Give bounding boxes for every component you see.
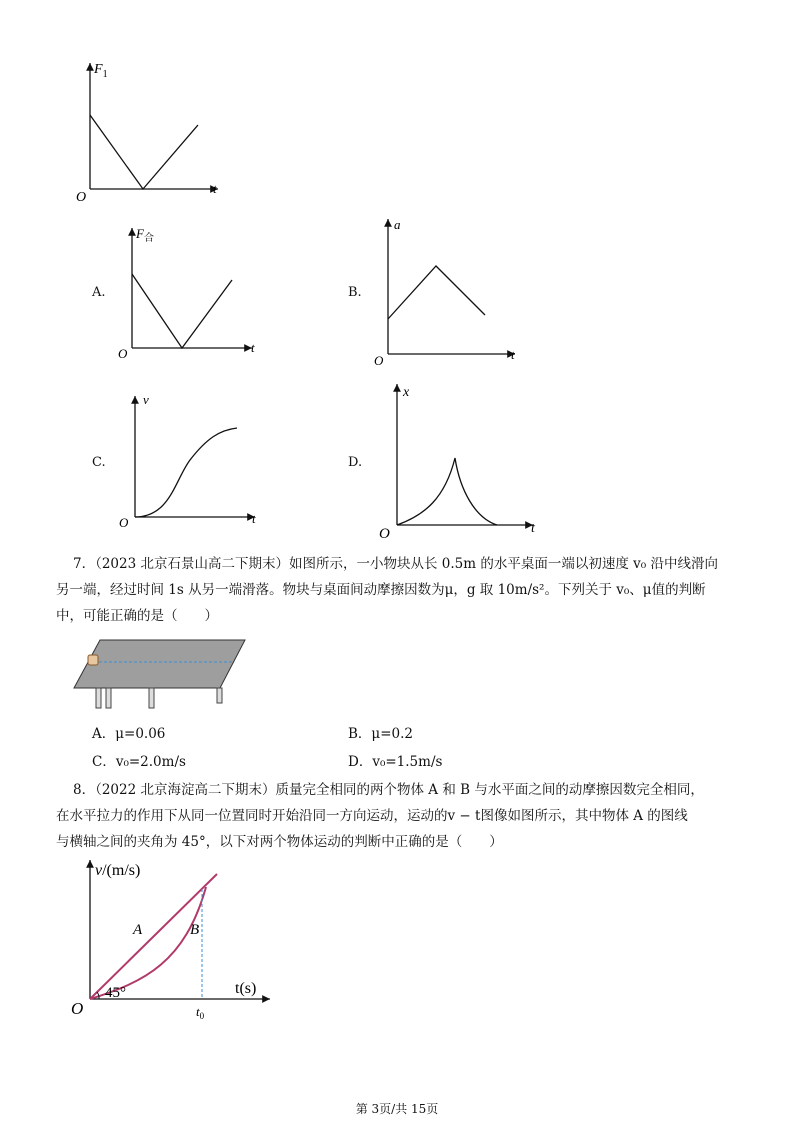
option-b-label: B. bbox=[348, 285, 362, 300]
q7-text-line1: 7．（2023 北京石景山高二下期末）如图所示，一小物块从长 0.5m 的水平桌面一端以初速度 v₀ 沿中线滑向 bbox=[73, 556, 718, 572]
x-curve bbox=[397, 458, 497, 525]
a-line bbox=[388, 266, 485, 319]
option-c-label: C. bbox=[92, 455, 106, 470]
v-curve bbox=[135, 428, 237, 517]
svg-text:F合: $F_合$ bbox=[136, 226, 154, 244]
v-axis-label: v/(m/s) bbox=[95, 862, 141, 879]
option-a-label: A. bbox=[92, 285, 106, 300]
svg-text:t: t bbox=[511, 347, 515, 362]
block bbox=[88, 655, 98, 665]
option-d-label: D. bbox=[348, 455, 363, 470]
svg-text:x: x bbox=[403, 385, 410, 400]
y-label: $F_1$ bbox=[94, 62, 108, 80]
svg-text:t: t bbox=[252, 511, 256, 526]
svg-text:v: v bbox=[143, 392, 149, 407]
option-c-graph bbox=[115, 390, 265, 530]
f1-t-graph bbox=[70, 55, 230, 205]
t0-label: $t_0$ bbox=[196, 1004, 205, 1021]
svg-text:t: t bbox=[251, 340, 255, 355]
q7-text-line3: 中，可能正确的是（ ） bbox=[56, 608, 218, 624]
svg-text:O: O bbox=[118, 346, 128, 361]
q8-text-line1: 8．（2022 北京海淀高二下期末）质量完全相同的两个物体 A 和 B 与水平面之间的动摩擦因数完全相同， bbox=[73, 782, 704, 798]
svg-text:t: t bbox=[531, 521, 535, 536]
q7-option-a: A．μ=0.06 bbox=[92, 726, 166, 742]
q8-text-line2: 在水平拉力的作用下从同一位置同时开始沿同一方向运动，运动的v − t图像如图所示，其中物体 A 的图线 bbox=[56, 808, 688, 824]
page-footer: 第 3页/共 15页 bbox=[355, 1102, 439, 1116]
q7-option-d: D．v₀=1.5m/s bbox=[348, 754, 443, 770]
svg-text:O: O bbox=[374, 353, 384, 368]
table-diagram bbox=[70, 638, 250, 712]
origin-label: O bbox=[71, 999, 84, 1018]
svg-text:a: a bbox=[394, 217, 401, 232]
f1-line bbox=[90, 115, 198, 189]
option-a-graph bbox=[112, 222, 262, 362]
option-b-graph bbox=[370, 213, 530, 368]
svg-text:O: O bbox=[119, 515, 129, 530]
q8-text-line3: 与横轴之间的夹角为 45°，以下对两个物体运动的判断中正确的是（ ） bbox=[56, 834, 503, 850]
svg-text:O: O bbox=[379, 526, 390, 540]
option-d-graph bbox=[375, 380, 550, 540]
f-net-line bbox=[132, 274, 232, 348]
angle-label: 45° bbox=[105, 985, 126, 1001]
x-label: t bbox=[213, 181, 217, 196]
origin-label: O bbox=[76, 190, 87, 205]
q7-text-line2: 另一端，经过时间 1s 从另一端滑落。物块与桌面间动摩擦因数为μ，g 取 10m/s²。下列关于 v₀、μ值的判断 bbox=[56, 582, 706, 598]
q7-option-c: C．v₀=2.0m/s bbox=[92, 754, 186, 770]
label-b: B bbox=[190, 922, 200, 938]
q8-vt-graph bbox=[65, 852, 280, 1027]
label-a: A bbox=[133, 922, 143, 938]
q7-option-b: B．μ=0.2 bbox=[348, 726, 413, 742]
t-axis-label: t(s) bbox=[235, 980, 257, 997]
